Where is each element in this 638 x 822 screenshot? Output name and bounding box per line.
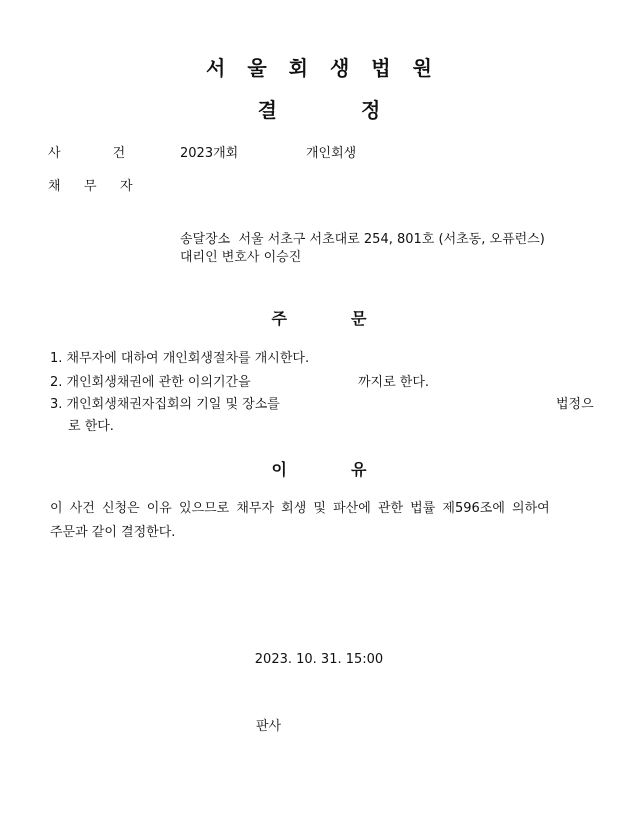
case-label [48, 142, 125, 161]
order-item-3-continuation: 로 한다. [68, 419, 114, 434]
order-item-3-suffix: 법정으 [556, 397, 594, 412]
document-title-right: 정 [361, 98, 381, 122]
document-title-left: 결 [257, 98, 277, 122]
debtor-label-char: 무 [84, 179, 97, 194]
order-item-2-suffix: 까지로 한다. [358, 375, 430, 390]
case-label-first: 사 [48, 146, 61, 161]
debtor-label-char: 채 [48, 179, 61, 194]
document-title [0, 94, 638, 123]
order-item-2: 2. 개인회생채권에 관한 이의기간을 [50, 375, 251, 390]
service-address: 송달장소 서울 서초구 서초대로 254, 801호 (서초동, 오퓨런스) [180, 232, 545, 247]
order-heading [0, 306, 638, 329]
order-item-3: 3. 개인회생채권자집회의 기일 및 장소를 [50, 397, 280, 412]
attorney: 대리인 변호사 이승진 [180, 250, 302, 265]
reason-heading [0, 457, 638, 480]
case-label-second: 건 [112, 146, 126, 161]
case-number: 2023개회 [180, 146, 239, 161]
reason-heading-left: 이 [271, 460, 287, 479]
order-heading-right: 문 [351, 309, 367, 328]
reason-text-line-2: 주문과 같이 결정한다. [50, 525, 176, 540]
reason-text-line-1: 이 사건 신청은 이유 있으므로 채무자 회생 및 파산에 관한 법률 제596조에 의하여 [50, 501, 550, 516]
decision-date: 2023. 10. 31. 15:00 [254, 652, 384, 667]
order-heading-left: 주 [271, 309, 287, 328]
case-name: 개인회생 [306, 146, 357, 161]
order-item-1: 1. 채무자에 대하여 개인회생절차를 개시한다. [50, 351, 310, 366]
reason-heading-right: 유 [351, 460, 367, 479]
debtor-label [48, 175, 156, 194]
debtor-label-char: 자 [120, 179, 133, 194]
court-name: 서울회생법원 [206, 56, 454, 80]
judge-label: 판사 [256, 719, 282, 734]
